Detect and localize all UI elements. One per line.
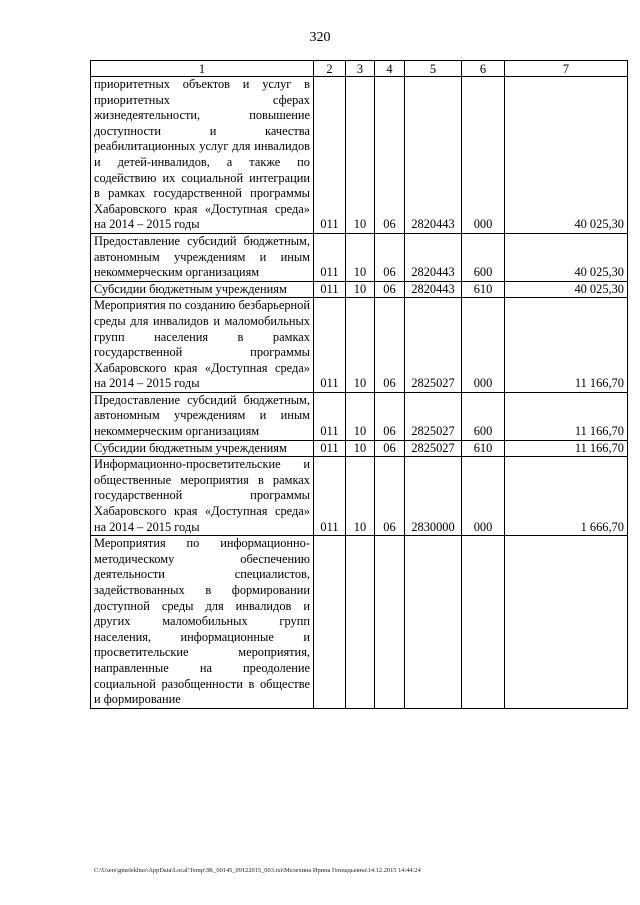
ministry-code	[314, 536, 346, 709]
row-description: Мероприятия по информационно-методическому обеспечению деятельности специалистов, задействованных в формировании доступной среды для инвалидов и других маломобильных групп населения, информационные и просветительские мероприятия, направленные на преодоление социальной разобщенности в обществе и формирование	[91, 536, 314, 709]
table-row	[91, 440, 628, 457]
expense-type-code	[462, 536, 505, 709]
target-code: 2820443	[405, 281, 462, 298]
target-code: 2825027	[405, 440, 462, 457]
section-code: 10	[346, 298, 375, 393]
column-header: 1	[91, 61, 314, 77]
amount	[505, 536, 628, 709]
row-description: Субсидии бюджетным учреждениям	[91, 440, 314, 457]
table-header-row	[91, 61, 628, 77]
target-code: 2825027	[405, 298, 462, 393]
expense-type-code: 600	[462, 392, 505, 440]
table-row	[91, 536, 628, 709]
column-header: 3	[346, 61, 375, 77]
target-code: 2830000	[405, 457, 462, 536]
ministry-code: 011	[314, 440, 346, 457]
column-header: 5	[405, 61, 462, 77]
amount: 11 166,70	[505, 440, 628, 457]
budget-table	[90, 60, 628, 709]
expense-type-code: 000	[462, 457, 505, 536]
target-code: 2820443	[405, 233, 462, 281]
row-description: приоритетных объектов и услуг в приоритетных сферах жизнедеятельности, повышение доступности и качества реабилитационных услуг для инвалидов и детей-инвалидов, а также по содействию их социальной интеграции в рамках государственной программы Хабаровского края «Доступная среда» на 2014 – 2015 годы	[91, 77, 314, 234]
subsection-code: 06	[375, 233, 405, 281]
amount: 1 666,70	[505, 457, 628, 536]
amount: 11 166,70	[505, 392, 628, 440]
amount: 40 025,30	[505, 77, 628, 234]
section-code: 10	[346, 457, 375, 536]
section-code: 10	[346, 392, 375, 440]
table-row	[91, 233, 628, 281]
section-code	[346, 536, 375, 709]
table-row	[91, 392, 628, 440]
ministry-code: 011	[314, 457, 346, 536]
column-header: 2	[314, 61, 346, 77]
expense-type-code: 600	[462, 233, 505, 281]
expense-type-code: 610	[462, 281, 505, 298]
ministry-code: 011	[314, 77, 346, 234]
amount: 40 025,30	[505, 281, 628, 298]
expense-type-code: 000	[462, 298, 505, 393]
subsection-code: 06	[375, 440, 405, 457]
ministry-code: 011	[314, 298, 346, 393]
expense-type-code: 610	[462, 440, 505, 457]
column-header: 6	[462, 61, 505, 77]
page-number: 320	[309, 30, 331, 45]
target-code: 2820443	[405, 77, 462, 234]
subsection-code	[375, 536, 405, 709]
column-header: 7	[505, 61, 628, 77]
table-row	[91, 281, 628, 298]
table-row	[91, 298, 628, 393]
section-code: 10	[346, 77, 375, 234]
subsection-code: 06	[375, 298, 405, 393]
target-code: 2825027	[405, 392, 462, 440]
ministry-code: 011	[314, 233, 346, 281]
column-header: 4	[375, 61, 405, 77]
subsection-code: 06	[375, 77, 405, 234]
subsection-code: 06	[375, 392, 405, 440]
row-description: Информационно-просветительские и общественные мероприятия в рамках государственной программы Хабаровского края «Доступная среда» на 2014 – 2015 годы	[91, 457, 314, 536]
amount: 40 025,30	[505, 233, 628, 281]
section-code: 10	[346, 281, 375, 298]
row-description: Субсидии бюджетным учреждениям	[91, 281, 314, 298]
file-path-footer: C:\Users\gmelekhuo\AppData\Local\Temp\ЗК_00145_09122015_003.txt\Мелехина Ирина Геннадьевна\14.12.2015 14:44:24	[94, 867, 421, 874]
subsection-code: 06	[375, 281, 405, 298]
target-code	[405, 536, 462, 709]
ministry-code: 011	[314, 392, 346, 440]
amount: 11 166,70	[505, 298, 628, 393]
row-description: Предоставление субсидий бюджетным, автономным учреждениям и иным некоммерческим организациям	[91, 233, 314, 281]
row-description: Предоставление субсидий бюджетным, автономным учреждениям и иным некоммерческим организациям	[91, 392, 314, 440]
expense-type-code: 000	[462, 77, 505, 234]
row-description: Мероприятия по созданию безбарьерной среды для инвалидов и маломобильных групп населения в рамках государственной программы Хабаровского края «Доступная среда» на 2014 – 2015 годы	[91, 298, 314, 393]
table-row	[91, 77, 628, 234]
subsection-code: 06	[375, 457, 405, 536]
table-row	[91, 457, 628, 536]
section-code: 10	[346, 440, 375, 457]
section-code: 10	[346, 233, 375, 281]
ministry-code: 011	[314, 281, 346, 298]
